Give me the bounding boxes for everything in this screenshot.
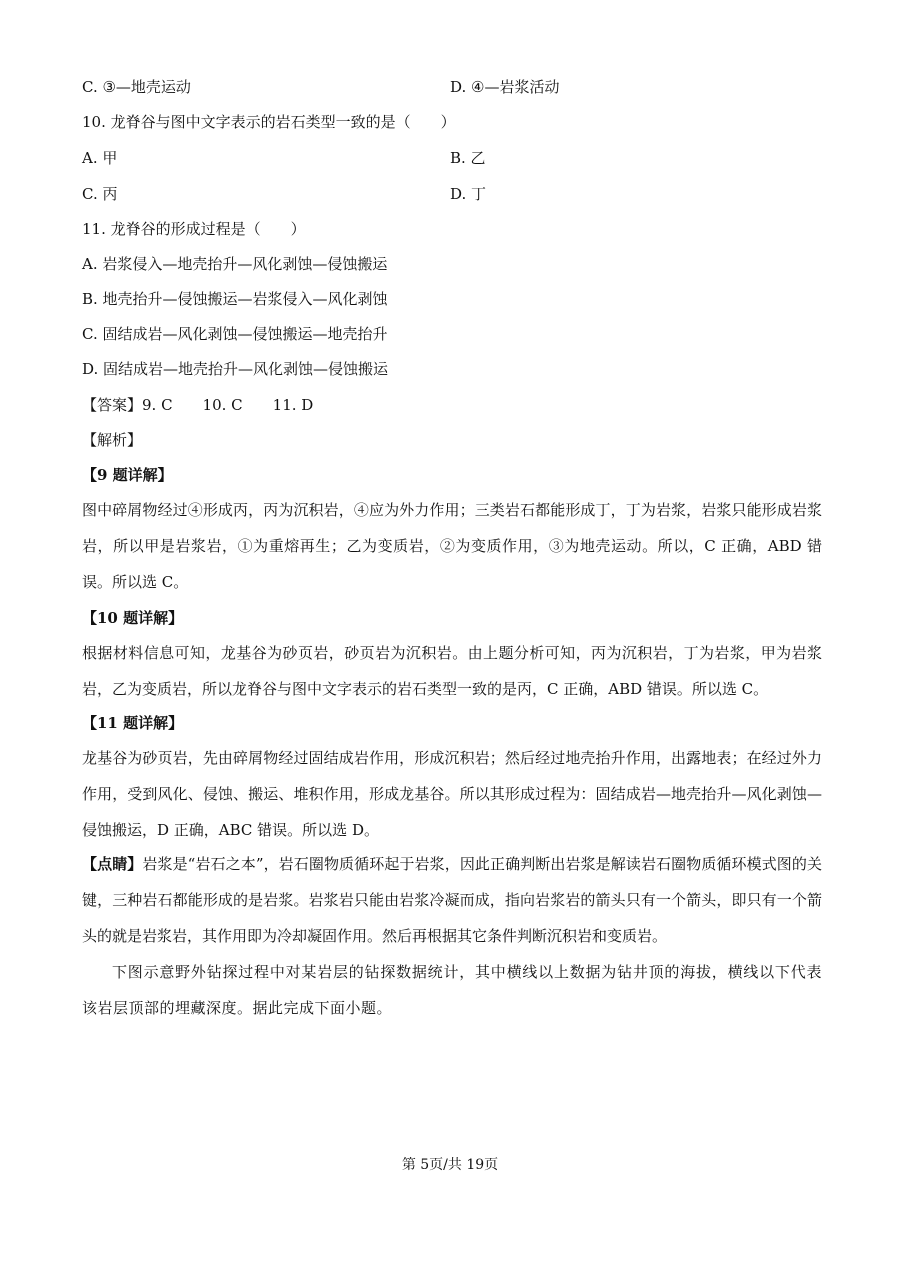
q10-detail-heading: 【10 题详解】 xyxy=(82,609,184,627)
q10-option-c: C. 丙 xyxy=(82,185,118,203)
tip-label: 【点睛】 xyxy=(82,855,143,873)
q9-detail-heading: 【9 题详解】 xyxy=(82,466,173,484)
q10-detail-text: 根据材料信息可知，龙基谷为砂页岩，砂页岩为沉积岩。由上题分析可知，丙为沉积岩，丁为岩浆，甲为岩浆岩，乙为变质岩，所以龙脊谷与图中文字表示的岩石类型一致的是丙，C 正确，ABD 错误。所以选 C。 xyxy=(82,644,822,698)
q11-option-c: C. 固结成岩—风化剥蚀—侵蚀搬运—地壳抬升 xyxy=(82,325,388,343)
q11-stem: 11. 龙脊谷的形成过程是（ ） xyxy=(82,220,306,238)
q9-detail-text: 图中碎屑物经过④形成丙，丙为沉积岩，④应为外力作用；三类岩石都能形成丁，丁为岩浆，岩浆只能形成岩浆岩，所以甲是岩浆岩，①为重熔再生；乙为变质岩，②为变质作用，③为地壳运动。所以，C 正确，ABD 错误。所以选 C。 xyxy=(82,501,822,591)
tip-text: 岩浆是“岩石之本”，岩石圈物质循环起于岩浆，因此正确判断出岩浆是解读岩石圈物质循环模式图的关键，三种岩石都能形成的是岩浆。岩浆岩只能由岩浆冷凝而成，指向岩浆岩的箭头只有一个箭头，即只有一个箭头的就是岩浆岩，其作用即为冷却凝固作用。然后再根据其它条件判断沉积岩和变质岩。 xyxy=(82,855,822,945)
q11-option-a: A. 岩浆侵入—地壳抬升—风化剥蚀—侵蚀搬运 xyxy=(82,255,388,273)
answer-line: 【答案】9. C 10. C 11. D xyxy=(82,396,314,414)
page-footer: 第 5页/共 19页 xyxy=(401,1157,499,1173)
q10-option-b: B. 乙 xyxy=(450,149,486,167)
q10-option-d: D. 丁 xyxy=(450,185,487,203)
q9-option-c: C. ③—地壳运动 xyxy=(82,78,191,96)
q11-detail-heading: 【11 题详解】 xyxy=(82,714,184,732)
q11-detail-text: 龙基谷为砂页岩，先由碎屑物经过固结成岩作用，形成沉积岩；然后经过地壳抬升作用，出露地表；在经过外力作用，受到风化、侵蚀、搬运、堆积作用，形成龙基谷。所以其形成过程为：固结成岩—地壳抬升—风化剥蚀—侵蚀搬运，D 正确，ABC 错误。所以选 D。 xyxy=(82,749,822,839)
q10-option-a: A. 甲 xyxy=(82,149,118,167)
material-intro: 下图示意野外钻探过程中对某岩层的钻探数据统计，其中横线以上数据为钻井顶的海拔，横线以下代表该岩层顶部的埋藏深度。据此完成下面小题。 xyxy=(82,963,822,1017)
tip-paragraph xyxy=(82,846,822,954)
q10-stem: 10. 龙脊谷与图中文字表示的岩石类型一致的是（ ） xyxy=(82,113,456,131)
q11-option-d: D. 固结成岩—地壳抬升—风化剥蚀—侵蚀搬运 xyxy=(82,360,389,378)
q9-option-d: D. ④—岩浆活动 xyxy=(450,78,560,96)
analysis-label: 【解析】 xyxy=(82,431,143,449)
q11-option-b: B. 地壳抬升—侵蚀搬运—岩浆侵入—风化剥蚀 xyxy=(82,290,388,308)
